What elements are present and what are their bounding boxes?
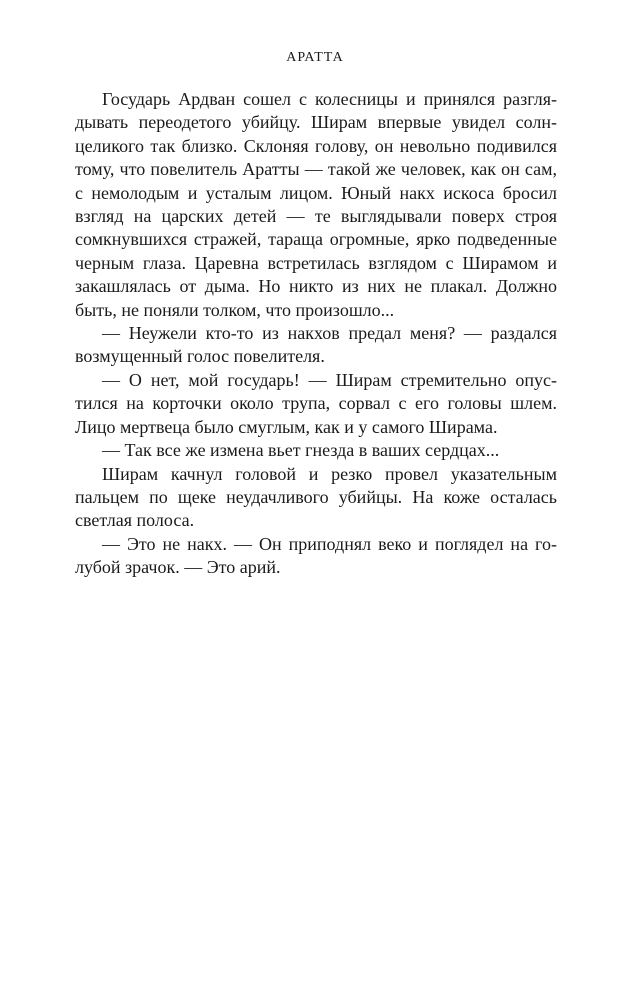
paragraph: — Это не накх. — Он приподнял веко и поглядел на голубой зрачок. — Это арий.	[75, 533, 557, 578]
paragraph: Государь Ардван сошел с колесницы и принялся разглядывать переодетого убийцу. Ширам впервые увидел солнцеликого так близко. Склоняя голову, он невольно подивился тому, что повелитель Аратты — такой же человек, как он сам, с немолодым и усталым лицом. Юный накх искоса бросил взгляд на царских детей — те выглядывали поверх строя сомкнувшихся стражей, таращa огромные, ярко подведенные черным глаза. Царевна встретилась взглядом с Ширамом и закашлялась от дыма. Но никто из них не плакал. Должно быть, не поняли толком, что произошло...	[75, 89, 557, 320]
paragraph: Ширам качнул головой и резко провел указательным пальцем по щеке неудачливого убийцы. На коже осталась светлая полоса.	[75, 463, 557, 531]
paragraph: — Неужели кто-то из накхов предал меня? — раздался возмущенный голос повелителя.	[75, 323, 557, 367]
paragraph: — О нет, мой государь! — Ширам стремительно опустился на корточки около трупа, сорвал с его головы шлем. Лицо мертвеца было смуглым, как и у самого Ширама.	[75, 369, 557, 437]
running-title: АРАТТА	[286, 50, 344, 65]
body-text	[75, 88, 557, 580]
paragraph: — Так все же измена вьет гнезда в ваших сердцах...	[102, 440, 500, 461]
